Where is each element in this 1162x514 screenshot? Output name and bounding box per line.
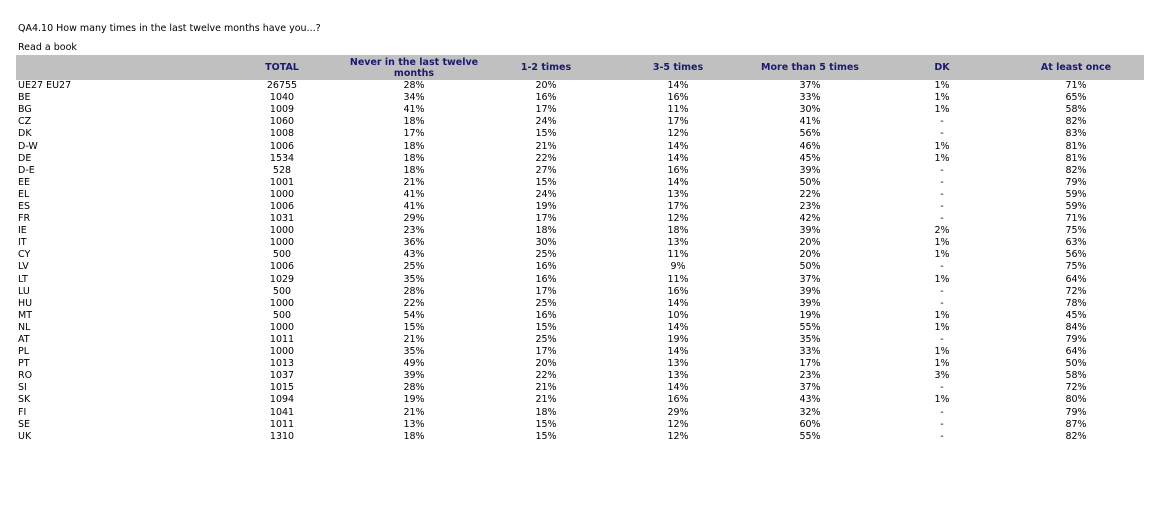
total-cell: 1000 — [269, 297, 295, 309]
at-least-once-cell: 81% — [1065, 140, 1087, 152]
never-cell: 43% — [403, 249, 425, 261]
more-than-five-cell: 37% — [799, 80, 821, 92]
country-cell: CZ — [18, 116, 32, 128]
at-least-once-cell: 72% — [1065, 382, 1087, 394]
total-cell: 1040 — [269, 92, 295, 104]
never-cell: 18% — [403, 140, 425, 152]
dk-cell: - — [940, 176, 944, 188]
at-least-once-cell: 80% — [1065, 394, 1087, 406]
dk-cell: - — [940, 261, 944, 273]
one-two-cell: 21% — [535, 382, 557, 394]
table-row — [16, 334, 1144, 346]
total-cell: 1008 — [269, 128, 295, 140]
total-cell: 1060 — [269, 116, 295, 128]
never-cell: 17% — [403, 128, 425, 140]
at-least-once-cell: 81% — [1065, 152, 1087, 164]
dk-cell: 1% — [934, 394, 950, 406]
three-five-cell: 12% — [667, 128, 689, 140]
never-cell: 13% — [403, 418, 425, 430]
never-cell: 41% — [403, 104, 425, 116]
at-least-once-cell: 71% — [1065, 213, 1087, 225]
three-five-cell: 14% — [667, 297, 689, 309]
total-cell: 1006 — [269, 261, 295, 273]
country-cell: NL — [18, 321, 31, 333]
country-cell: AT — [18, 334, 30, 346]
question-subtitle: Read a book — [18, 42, 77, 53]
never-cell: 15% — [403, 321, 425, 333]
country-cell: D-E — [18, 164, 35, 176]
one-two-cell: 15% — [535, 321, 557, 333]
country-cell: PL — [18, 346, 30, 358]
dk-cell: 2% — [934, 225, 950, 237]
total-cell: 1037 — [269, 370, 295, 382]
table-row — [16, 249, 1144, 261]
dk-cell: - — [940, 382, 944, 394]
country-cell: DK — [18, 128, 32, 140]
never-cell: 29% — [403, 213, 425, 225]
dk-cell: 1% — [934, 104, 950, 116]
three-five-cell: 14% — [667, 140, 689, 152]
never-cell: 25% — [403, 261, 425, 273]
total-cell: 1006 — [269, 140, 295, 152]
one-two-cell: 30% — [535, 237, 557, 249]
table-row — [16, 92, 1144, 104]
more-than-five-cell: 35% — [799, 334, 821, 346]
dk-cell: - — [940, 128, 944, 140]
never-cell: 28% — [403, 80, 425, 92]
table-row — [16, 298, 1144, 310]
never-cell: 41% — [403, 188, 425, 200]
country-cell: BE — [18, 92, 31, 104]
total-cell: 1000 — [269, 188, 295, 200]
never-cell: 54% — [403, 309, 425, 321]
total-cell: 1015 — [269, 382, 295, 394]
more-than-five-cell: 20% — [799, 249, 821, 261]
question-title: QA4.10 How many times in the last twelve months have you...? — [18, 23, 321, 34]
country-cell: SI — [18, 382, 27, 394]
one-two-cell: 16% — [535, 92, 557, 104]
three-five-cell: 17% — [667, 116, 689, 128]
more-than-five-cell: 20% — [799, 237, 821, 249]
at-least-once-cell: 79% — [1065, 406, 1087, 418]
table-row — [16, 346, 1144, 358]
one-two-cell: 15% — [535, 128, 557, 140]
at-least-once-cell: 64% — [1065, 346, 1087, 358]
more-than-five-cell: 39% — [799, 164, 821, 176]
dk-cell: 1% — [934, 346, 950, 358]
three-five-cell: 9% — [670, 261, 686, 273]
never-cell: 23% — [403, 225, 425, 237]
total-cell: 1041 — [269, 406, 295, 418]
never-cell: 41% — [403, 200, 425, 212]
header-country — [16, 55, 216, 80]
one-two-cell: 17% — [535, 104, 557, 116]
header-at-least-once: At least once — [1008, 55, 1144, 80]
more-than-five-cell: 30% — [799, 104, 821, 116]
dk-cell: - — [940, 297, 944, 309]
total-cell: 1001 — [269, 176, 295, 188]
total-cell: 1094 — [269, 394, 295, 406]
never-cell: 19% — [403, 394, 425, 406]
three-five-cell: 11% — [667, 104, 689, 116]
one-two-cell: 16% — [535, 273, 557, 285]
table-row — [16, 140, 1144, 152]
dk-cell: 1% — [934, 358, 950, 370]
table-row — [16, 189, 1144, 201]
total-cell: 1000 — [269, 321, 295, 333]
three-five-cell: 16% — [667, 394, 689, 406]
at-least-once-cell: 50% — [1065, 358, 1087, 370]
dk-cell: 1% — [934, 152, 950, 164]
one-two-cell: 16% — [535, 261, 557, 273]
three-five-cell: 14% — [667, 321, 689, 333]
table-row — [16, 419, 1144, 431]
more-than-five-cell: 39% — [799, 297, 821, 309]
country-cell: IE — [18, 225, 27, 237]
table-row — [16, 128, 1144, 140]
dk-cell: - — [940, 285, 944, 297]
one-two-cell: 19% — [535, 200, 557, 212]
total-cell: 26755 — [266, 80, 298, 92]
table-row — [16, 310, 1144, 322]
table-row — [16, 394, 1144, 406]
country-cell: PT — [18, 358, 30, 370]
header-row — [16, 55, 1144, 80]
dk-cell: 1% — [934, 309, 950, 321]
one-two-cell: 15% — [535, 418, 557, 430]
table-row — [16, 358, 1144, 370]
results-table — [16, 55, 1144, 443]
total-cell: 1031 — [269, 213, 295, 225]
country-cell: HU — [18, 297, 33, 309]
more-than-five-cell: 37% — [799, 273, 821, 285]
total-cell: 1013 — [269, 358, 295, 370]
one-two-cell: 16% — [535, 309, 557, 321]
country-cell: SE — [18, 418, 31, 430]
table-row — [16, 237, 1144, 249]
more-than-five-cell: 42% — [799, 213, 821, 225]
table-row — [16, 104, 1144, 116]
country-cell: UK — [18, 430, 32, 442]
never-cell: 21% — [403, 406, 425, 418]
more-than-five-cell: 46% — [799, 140, 821, 152]
at-least-once-cell: 82% — [1065, 164, 1087, 176]
more-than-five-cell: 23% — [799, 370, 821, 382]
more-than-five-cell: 50% — [799, 176, 821, 188]
three-five-cell: 14% — [667, 346, 689, 358]
at-least-once-cell: 59% — [1065, 188, 1087, 200]
dk-cell: - — [940, 430, 944, 442]
at-least-once-cell: 83% — [1065, 128, 1087, 140]
table-body — [16, 80, 1144, 443]
never-cell: 18% — [403, 116, 425, 128]
dk-cell: - — [940, 116, 944, 128]
one-two-cell: 17% — [535, 285, 557, 297]
one-two-cell: 18% — [535, 225, 557, 237]
total-cell: 1310 — [269, 430, 295, 442]
at-least-once-cell: 79% — [1065, 176, 1087, 188]
at-least-once-cell: 79% — [1065, 334, 1087, 346]
total-cell: 1011 — [269, 418, 295, 430]
table-row — [16, 431, 1144, 443]
more-than-five-cell: 23% — [799, 200, 821, 212]
one-two-cell: 27% — [535, 164, 557, 176]
one-two-cell: 25% — [535, 249, 557, 261]
total-cell: 1011 — [269, 334, 295, 346]
country-cell: FR — [18, 213, 31, 225]
table-row — [16, 116, 1144, 128]
country-cell: FI — [18, 406, 27, 418]
table-row — [16, 261, 1144, 273]
at-least-once-cell: 84% — [1065, 321, 1087, 333]
table-row — [16, 201, 1144, 213]
more-than-five-cell: 39% — [799, 225, 821, 237]
dk-cell: - — [940, 200, 944, 212]
country-cell: ES — [18, 200, 31, 212]
three-five-cell: 16% — [667, 285, 689, 297]
total-cell: 1000 — [269, 237, 295, 249]
one-two-cell: 15% — [535, 430, 557, 442]
country-cell: IT — [18, 237, 27, 249]
more-than-five-cell: 37% — [799, 382, 821, 394]
country-cell: DE — [18, 152, 32, 164]
never-cell: 18% — [403, 164, 425, 176]
dk-cell: 3% — [934, 370, 950, 382]
never-cell: 39% — [403, 370, 425, 382]
dk-cell: 1% — [934, 80, 950, 92]
dk-cell: - — [940, 418, 944, 430]
dk-cell: 1% — [934, 273, 950, 285]
more-than-five-cell: 50% — [799, 261, 821, 273]
at-least-once-cell: 87% — [1065, 418, 1087, 430]
never-cell: 22% — [403, 297, 425, 309]
total-cell: 500 — [272, 249, 292, 261]
header-never: Never in the last twelve months — [349, 56, 479, 79]
one-two-cell: 22% — [535, 152, 557, 164]
at-least-once-cell: 56% — [1065, 249, 1087, 261]
table-row — [16, 225, 1144, 237]
three-five-cell: 16% — [667, 164, 689, 176]
total-cell: 1029 — [269, 273, 295, 285]
never-cell: 34% — [403, 92, 425, 104]
table-row — [16, 153, 1144, 165]
never-cell: 49% — [403, 358, 425, 370]
never-cell: 36% — [403, 237, 425, 249]
table-row — [16, 286, 1144, 298]
country-cell: BG — [18, 104, 32, 116]
three-five-cell: 11% — [667, 249, 689, 261]
one-two-cell: 20% — [535, 80, 557, 92]
three-five-cell: 13% — [667, 370, 689, 382]
at-least-once-cell: 75% — [1065, 225, 1087, 237]
total-cell: 1534 — [269, 152, 295, 164]
more-than-five-cell: 55% — [799, 321, 821, 333]
more-than-five-cell: 17% — [799, 358, 821, 370]
header-1-2-times: 1-2 times — [480, 55, 612, 80]
three-five-cell: 12% — [667, 418, 689, 430]
three-five-cell: 16% — [667, 92, 689, 104]
total-cell: 1000 — [269, 346, 295, 358]
country-cell: RO — [18, 370, 33, 382]
at-least-once-cell: 82% — [1065, 116, 1087, 128]
country-cell: SK — [18, 394, 31, 406]
country-cell: LU — [18, 285, 30, 297]
header-more-than-5: More than 5 times — [744, 55, 876, 80]
three-five-cell: 13% — [667, 237, 689, 249]
at-least-once-cell: 59% — [1065, 200, 1087, 212]
one-two-cell: 25% — [535, 334, 557, 346]
header-dk: DK — [876, 55, 1008, 80]
more-than-five-cell: 56% — [799, 128, 821, 140]
one-two-cell: 22% — [535, 370, 557, 382]
dk-cell: 1% — [934, 237, 950, 249]
more-than-five-cell: 19% — [799, 309, 821, 321]
dk-cell: - — [940, 406, 944, 418]
total-cell: 500 — [272, 309, 292, 321]
more-than-five-cell: 39% — [799, 285, 821, 297]
table-row — [16, 322, 1144, 334]
country-cell: CY — [18, 249, 31, 261]
one-two-cell: 21% — [535, 394, 557, 406]
three-five-cell: 10% — [667, 309, 689, 321]
more-than-five-cell: 43% — [799, 394, 821, 406]
dk-cell: 1% — [934, 249, 950, 261]
total-cell: 500 — [272, 285, 292, 297]
country-cell: EE — [18, 176, 31, 188]
at-least-once-cell: 65% — [1065, 92, 1087, 104]
table-row — [16, 165, 1144, 177]
one-two-cell: 17% — [535, 346, 557, 358]
table-row — [16, 177, 1144, 189]
country-cell: EL — [18, 188, 30, 200]
more-than-five-cell: 33% — [799, 92, 821, 104]
one-two-cell: 18% — [535, 406, 557, 418]
dk-cell: - — [940, 213, 944, 225]
table-row — [16, 213, 1144, 225]
one-two-cell: 24% — [535, 116, 557, 128]
table-row — [16, 407, 1144, 419]
more-than-five-cell: 60% — [799, 418, 821, 430]
table-row — [16, 274, 1144, 286]
at-least-once-cell: 72% — [1065, 285, 1087, 297]
at-least-once-cell: 82% — [1065, 430, 1087, 442]
at-least-once-cell: 45% — [1065, 309, 1087, 321]
three-five-cell: 14% — [667, 80, 689, 92]
three-five-cell: 12% — [667, 213, 689, 225]
at-least-once-cell: 58% — [1065, 104, 1087, 116]
never-cell: 28% — [403, 285, 425, 297]
table-row — [16, 370, 1144, 382]
one-two-cell: 20% — [535, 358, 557, 370]
total-cell: 1006 — [269, 200, 295, 212]
three-five-cell: 13% — [667, 188, 689, 200]
dk-cell: 1% — [934, 321, 950, 333]
table-row — [16, 382, 1144, 394]
country-cell: LV — [18, 261, 29, 273]
country-cell: LT — [18, 273, 28, 285]
one-two-cell: 17% — [535, 213, 557, 225]
more-than-five-cell: 41% — [799, 116, 821, 128]
more-than-five-cell: 45% — [799, 152, 821, 164]
dk-cell: - — [940, 188, 944, 200]
three-five-cell: 12% — [667, 430, 689, 442]
three-five-cell: 17% — [667, 200, 689, 212]
more-than-five-cell: 55% — [799, 430, 821, 442]
never-cell: 35% — [403, 346, 425, 358]
total-cell: 1000 — [269, 225, 295, 237]
never-cell: 28% — [403, 382, 425, 394]
country-cell: D-W — [18, 140, 38, 152]
at-least-once-cell: 64% — [1065, 273, 1087, 285]
total-cell: 528 — [272, 164, 292, 176]
header-3-5-times: 3-5 times — [612, 55, 744, 80]
at-least-once-cell: 71% — [1065, 80, 1087, 92]
three-five-cell: 29% — [667, 406, 689, 418]
one-two-cell: 25% — [535, 297, 557, 309]
never-cell: 21% — [403, 334, 425, 346]
more-than-five-cell: 22% — [799, 188, 821, 200]
one-two-cell: 15% — [535, 176, 557, 188]
never-cell: 18% — [403, 430, 425, 442]
more-than-five-cell: 32% — [799, 406, 821, 418]
never-cell: 18% — [403, 152, 425, 164]
three-five-cell: 11% — [667, 273, 689, 285]
country-cell: MT — [18, 309, 32, 321]
dk-cell: - — [940, 164, 944, 176]
header-total: TOTAL — [216, 55, 348, 80]
three-five-cell: 14% — [667, 152, 689, 164]
three-five-cell: 19% — [667, 334, 689, 346]
total-cell: 1009 — [269, 104, 295, 116]
three-five-cell: 13% — [667, 358, 689, 370]
dk-cell: - — [940, 334, 944, 346]
never-cell: 35% — [403, 273, 425, 285]
three-five-cell: 18% — [667, 225, 689, 237]
dk-cell: 1% — [934, 92, 950, 104]
at-least-once-cell: 78% — [1065, 297, 1087, 309]
dk-cell: 1% — [934, 140, 950, 152]
at-least-once-cell: 63% — [1065, 237, 1087, 249]
at-least-once-cell: 58% — [1065, 370, 1087, 382]
one-two-cell: 24% — [535, 188, 557, 200]
at-least-once-cell: 75% — [1065, 261, 1087, 273]
never-cell: 21% — [403, 176, 425, 188]
table-row — [16, 80, 1144, 92]
country-cell: UE27 EU27 — [18, 80, 72, 92]
one-two-cell: 21% — [535, 140, 557, 152]
more-than-five-cell: 33% — [799, 346, 821, 358]
three-five-cell: 14% — [667, 382, 689, 394]
three-five-cell: 14% — [667, 176, 689, 188]
